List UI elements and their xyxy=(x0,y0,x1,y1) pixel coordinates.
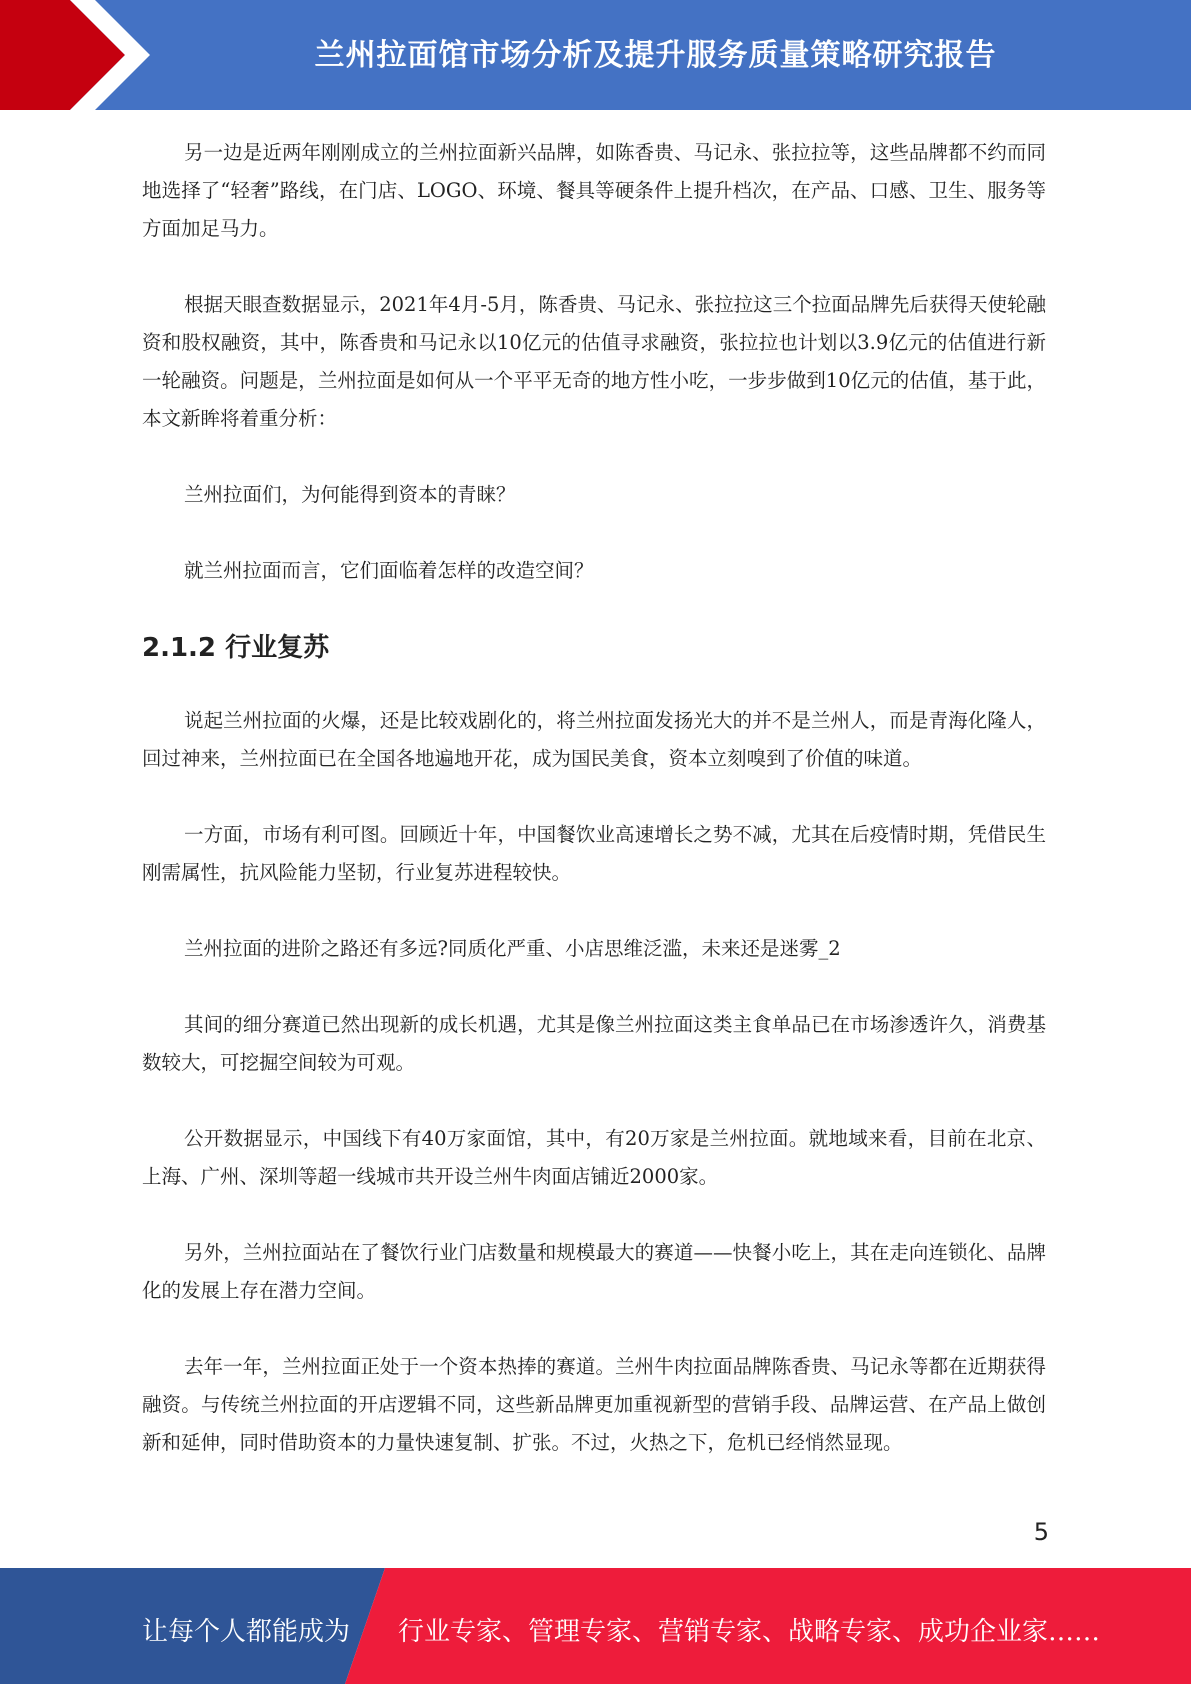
paragraph: 根据天眼查数据显示，2021年4月-5月，陈香贵、马记永、张拉拉这三个拉面品牌先后获得天使轮融资和股权融资，其中，陈香贵和马记永以10亿元的估值寻求融资，张拉拉也计划以3.9亿元的估值进行新一轮融资。问题是，兰州拉面是如何从一个平平无奇的地方性小吃，一步步做到10亿元的估值，基于此，本文新眸将着重分析： xyxy=(142,293,1046,430)
footer-slogan-left: 让每个人都能成为 xyxy=(142,1617,351,1647)
paragraph: 兰州拉面们，为何能得到资本的青睐？ xyxy=(184,483,516,506)
paragraph: 去年一年，兰州拉面正处于一个资本热捧的赛道。兰州牛肉拉面品牌陈香贵、马记永等都在近期获得融资。与传统兰州拉面的开店逻辑不同，这些新品牌更加重视新型的营销手段、品牌运营、在产品上做创新和延伸，同时借助资本的力量快速复制、扩张。不过，火热之下，危机已经悄然显现。 xyxy=(142,1355,1046,1454)
page-footer xyxy=(0,1568,1191,1684)
document-body xyxy=(142,134,1046,1500)
paragraph: 公开数据显示，中国线下有40万家面馆，其中，有20万家是兰州拉面。就地域来看，目前在北京、上海、广州、深圳等超一线城市共开设兰州牛肉面店铺近2000家。 xyxy=(142,1127,1046,1188)
paragraph: 就兰州拉面而言，它们面临着怎样的改造空间？ xyxy=(184,559,594,582)
paragraph: 说起兰州拉面的火爆，还是比较戏剧化的，将兰州拉面发扬光大的并不是兰州人，而是青海化隆人，回过神来，兰州拉面已在全国各地遍地开花，成为国民美食，资本立刻嗅到了价值的味道。 xyxy=(142,709,1046,770)
paragraph: 一方面，市场有利可图。回顾近十年，中国餐饮业高速增长之势不减，尤其在后疫情时期，凭借民生刚需属性，抗风险能力坚韧，行业复苏进程较快。 xyxy=(142,823,1046,884)
section-heading: 2.1.2 行业复苏 xyxy=(142,633,330,663)
paragraph: 其间的细分赛道已然出现新的成长机遇，尤其是像兰州拉面这类主食单品已在市场渗透许久，消费基数较大，可挖掘空间较为可观。 xyxy=(142,1013,1046,1074)
footer-slogan-right: 行业专家、管理专家、营销专家、战略专家、成功企业家…… xyxy=(398,1617,1101,1647)
page-header xyxy=(0,0,1191,110)
paragraph: 兰州拉面的进阶之路还有多远?同质化严重、小店思维泛滥，未来还是迷雾_2 xyxy=(184,937,841,960)
document-title: 兰州拉面馆市场分析及提升服务质量策略研究报告 xyxy=(314,38,997,73)
page-number: 5 xyxy=(1033,1518,1049,1546)
paragraph: 另一边是近两年刚刚成立的兰州拉面新兴品牌，如陈香贵、马记永、张拉拉等，这些品牌都不约而同地选择了“轻奢”路线，在门店、LOGO、环境、餐具等硬条件上提升档次，在产品、口感、卫生、服务等方面加足马力。 xyxy=(142,141,1046,240)
paragraph: 另外，兰州拉面站在了餐饮行业门店数量和规模最大的赛道——快餐小吃上，其在走向连锁化、品牌化的发展上存在潜力空间。 xyxy=(142,1241,1046,1302)
